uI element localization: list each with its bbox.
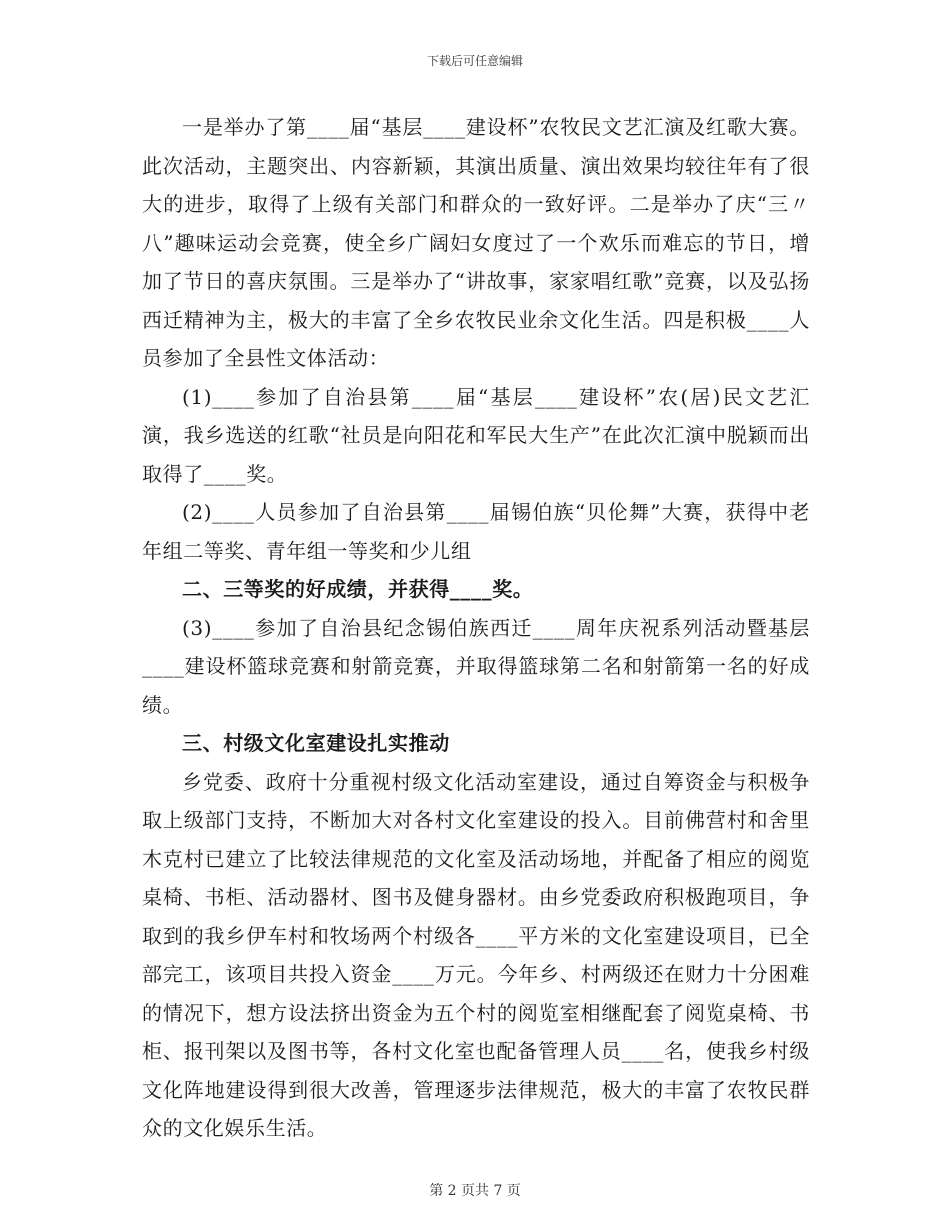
paragraph-culture-rooms: 乡党委、政府十分重视村级文化活动室建设，通过自筹资金与积极争取上级部门支持，不断加大对各村文化室建设的投入。目前佛营村和舍里木克村已建立了比较法律规范的文化室及活动场地，并配备了相应的阅览桌椅、书柜、活动器材、图书及健身器材。由乡党委政府积极跑项目，争取到的我乡伊车村和牧场两个村级各____平方米的文化室建设项目，已全部完工，该项目共投入资金____万元。今年乡、村两级还在财力十分困难的情况下，想方设法挤出资金为五个村的阅览室相继配套了阅览桌椅、书柜、报刊架以及图书等，各村文化室也配备管理人员____名，使我乡村级文化阵地建设得到很大改善，管理逐步法律规范，极大的丰富了农牧民群众的文化娱乐生活。	[142, 769, 810, 1140]
document-body	[142, 108, 810, 1148]
paragraph-heading-awards: 二、三等奖的好成绩，并获得____奖。	[182, 577, 534, 601]
page-footer: 第 2 页共 7 页	[429, 1183, 521, 1199]
page-header: 下载后可任意编辑	[426, 54, 523, 68]
paragraph-item-1: (1)____参加了自治县第____届“基层____建设杯”农(居)民文艺汇演，我乡选送的红歌“社员是向阳花和军民大生产”在此次汇演中脱颖而出取得了____奖。	[142, 384, 810, 486]
section-heading-3: 三、村级文化室建设扎实推动	[182, 731, 450, 755]
paragraph-item-3: (3)____参加了自治县纪念锡伯族西迁____周年庆祝系列活动暨基层____建设杯篮球竞赛和射箭竞赛，并取得篮球第二名和射箭第一名的好成绩。	[142, 615, 810, 717]
paragraph-activities: 一是举办了第____届“基层____建设杯”农牧民文艺汇演及红歌大赛。此次活动，主题突出、内容新颖，其演出质量、演出效果均较往年有了很大的进步，取得了上级有关部门和群众的一致好评。二是举办了庆“三〃八”趣味运动会竞赛，使全乡广阔妇女度过了一个欢乐而难忘的节日，增加了节日的喜庆氛围。三是举办了“讲故事，家家唱红歌”竞赛，以及弘扬西迁精神为主，极大的丰富了全乡农牧民业余文化生活。四是积极____人员参加了全县性文体活动：	[142, 115, 810, 370]
paragraph-item-2: (2)____人员参加了自治县第____届锡伯族“贝伦舞”大赛，获得中老年组二等奖、青年组一等奖和少儿组	[142, 500, 810, 563]
